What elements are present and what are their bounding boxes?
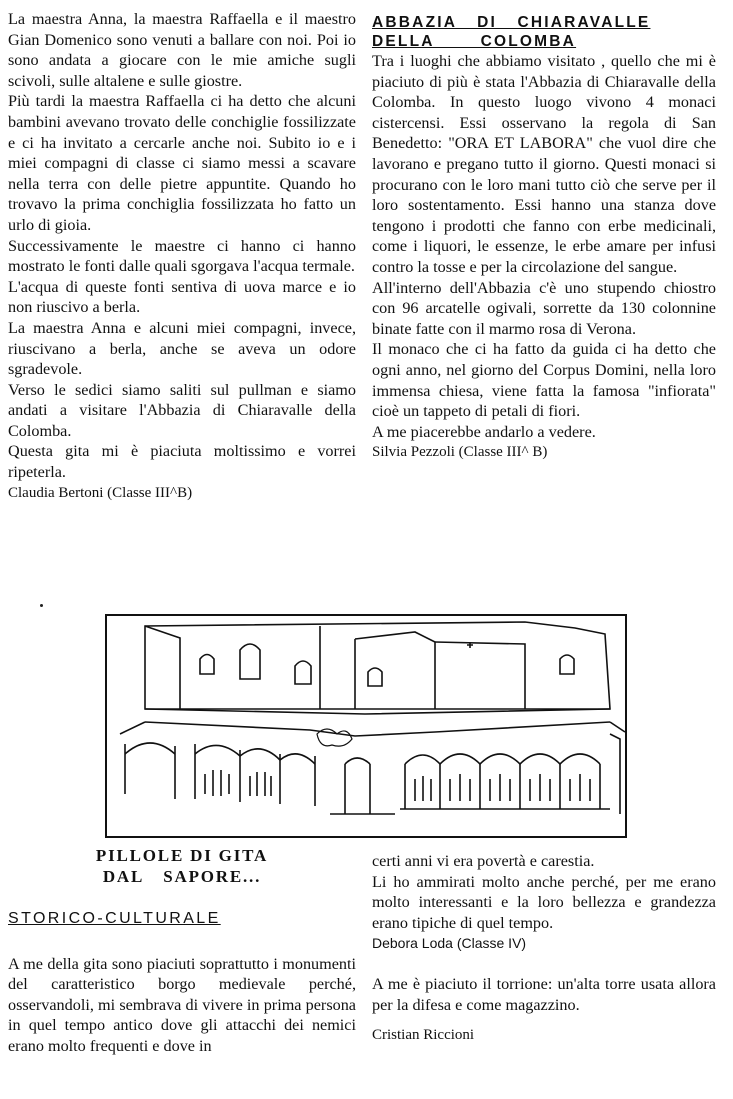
paragraph: Tra i luoghi che abbiamo visitato , quello che mi è piaciuto di più è stata l'Abbazia di Chiaravalle della Colomba. In questo luogo vivono 4 monaci cistercensi. Essi osservano la regola di San Benedetto: "ORA ET LABORA" che vuol dire che lavorano e pregano tutto il giorno. Questi monaci si procurano con le loro mani tutto ciò che serve per il loro sostentamento. Essi hanno una stanza dove tengono i prodotti che fanno con erbe medicinali, come i liquori, le essenze, le erbe amare per infusi contro la tosse e per la circolazione del sangue. [372, 52, 716, 276]
heading-line-1: PILLOLE DI GITA [95, 846, 269, 865]
title-line-1: ABBAZIA DI CHIARAVALLE [372, 14, 651, 31]
signature: Silvia Pezzoli (Classe III^ B) [372, 444, 548, 461]
paragraph: La maestra Anna e alcuni miei compagni, invece, riuscivano a berla, anche se aveva un odore sgradevole. [8, 318, 356, 379]
signature: Debora Loda (Classe IV) [372, 935, 527, 952]
paragraph: Li ho ammirati molto anche perché, per me erano molto interessanti e la loro bellezza e grandezza erano tipiche di quel tempo. [372, 872, 716, 932]
paragraph: La maestra Anna, la maestra Raffaella e il maestro Gian Domenico sono venuti a ballare con noi. Poi io sono andata a giocare con le mie amiche sugli scivoli, sulle altalene e sulle giostre. [8, 10, 356, 90]
paragraph: certi anni vi era povertà e carestia. [372, 852, 595, 870]
paragraph: Successivamente le maestre ci hanno ci hanno mostrato le fonti dalle quali sgorgava l'acqua termale. [8, 236, 356, 276]
paragraph: A me della gita sono piaciuti soprattutto i monumenti del caratteristico borgo medievale perché, osservandoli, mi sembrava di vivere in prima persona in quel tempo antico dove gli attacchi dei nemici erano molto frequenti e dove in [8, 954, 356, 1055]
title-line-2: DELLA COLOMBA [372, 33, 577, 50]
bottom-right-article [372, 851, 716, 1046]
stray-dot [40, 604, 43, 607]
left-article [8, 9, 356, 503]
cloister-illustration [105, 614, 627, 838]
bottom-left-article [8, 845, 356, 1057]
spacer [372, 954, 716, 974]
signature: Claudia Bertoni (Classe III^B) [8, 484, 193, 501]
paragraph: Più tardi la maestra Raffaella ci ha detto che alcuni bambini avevano trovato delle conchiglie fossilizzate e ci ha invitato a cercarle anche noi. Subito io e i miei compagni di classe ci siamo messi a scavare nella terra con delle pietre appuntite. Quando ho trovavo la prima conchiglia fossilizzata ho fatto un urlo di gioia. [8, 92, 356, 234]
right-article [372, 13, 716, 463]
article-title [372, 13, 716, 51]
paragraph: L'acqua di queste fonti sentiva di uova marce e io non riuscivo a berla. [8, 277, 356, 317]
paragraph: Il monaco che ci ha fatto da guida ci ha detto che ogni anno, nel giorno del Corpus Domini, nella loro immensa chiesa, viene fatta la famosa "infiorata" cioè un tappeto di petali di fiori. [372, 340, 716, 421]
heading-line-2: DAL SAPORE... [102, 867, 262, 886]
paragraph: Verso le sedici siamo saliti sul pullman e siamo andati a visitare l'Abbazia di Chiaravalle della Colomba. [8, 380, 356, 440]
section-title: STORICO-CULTURALE [8, 910, 221, 927]
pillole-heading [8, 845, 356, 887]
paragraph: A me piacerebbe andarlo a vedere. [372, 422, 596, 441]
paragraph: Questa gita mi è piaciuta moltissimo e vorrei ripeterla. [8, 442, 356, 482]
signature: Cristian Riccioni [372, 1027, 475, 1044]
paragraph: All'interno dell'Abbazia c'è uno stupendo chiostro con 96 arcatelle ogivali, sorrette da 130 colonnine binate fatte con il marmo rosa di Verona. [372, 278, 716, 338]
paragraph: A me è piaciuto il torrione: un'alta torre usata allora per la difesa e come magazzino. [372, 974, 716, 1014]
